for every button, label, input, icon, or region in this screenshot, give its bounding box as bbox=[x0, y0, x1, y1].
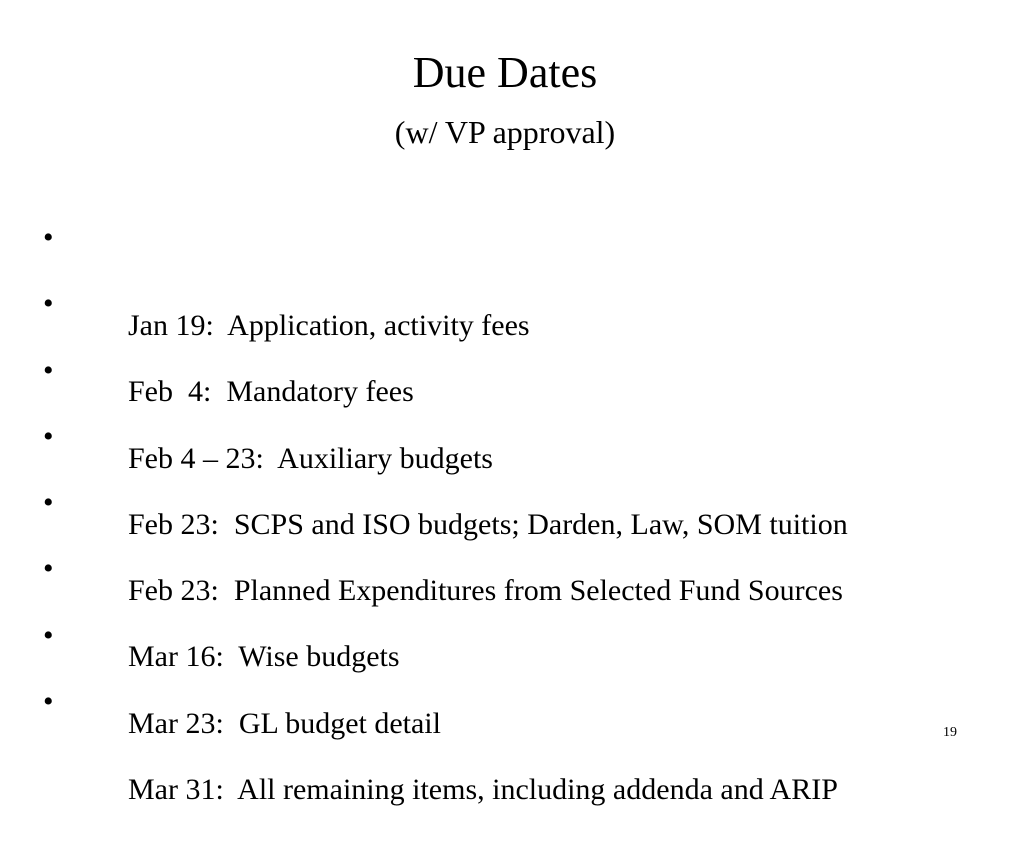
bullet-icon: • bbox=[43, 552, 54, 586]
bullet-icon: • bbox=[43, 618, 54, 652]
list-item bbox=[40, 349, 1000, 475]
page-number: 19 bbox=[943, 725, 957, 740]
list-item bbox=[40, 547, 1000, 674]
bullet-icon: • bbox=[43, 287, 54, 321]
bullet-icon: • bbox=[43, 419, 54, 453]
list-item-text: Feb 4: Mandatory fees bbox=[128, 375, 414, 409]
list-item-text: Jan 19: Application, activity fees bbox=[128, 309, 530, 342]
list-item-text: Feb 23: SCPS and ISO budgets; Darden, Law, SOM tuition bbox=[128, 507, 848, 541]
list-item bbox=[40, 216, 1000, 342]
bullet-icon: • bbox=[43, 353, 54, 387]
list-item bbox=[40, 415, 1000, 541]
slide-title: Due Dates bbox=[412, 48, 598, 97]
list-item-text: Mar 31: All remaining items, including addenda and ARIP bbox=[128, 773, 838, 807]
list-item-text: Feb 23: Planned Expenditures from Selected Fund Sources bbox=[128, 574, 843, 608]
list-item-text: Feb 4 – 23: Auxiliary budgets bbox=[128, 441, 493, 475]
due-dates-list bbox=[40, 216, 1000, 807]
list-item-text: Mar 16: Wise budgets bbox=[128, 640, 400, 674]
slide-subtitle: (w/ VP approval) bbox=[394, 114, 616, 150]
bullet-icon: • bbox=[43, 221, 54, 254]
list-item-text: Mar 23: GL budget detail bbox=[128, 706, 441, 740]
list-item bbox=[40, 282, 1000, 409]
bullet-icon: • bbox=[43, 486, 54, 520]
bullet-icon: • bbox=[43, 685, 54, 719]
list-item bbox=[40, 481, 1000, 608]
